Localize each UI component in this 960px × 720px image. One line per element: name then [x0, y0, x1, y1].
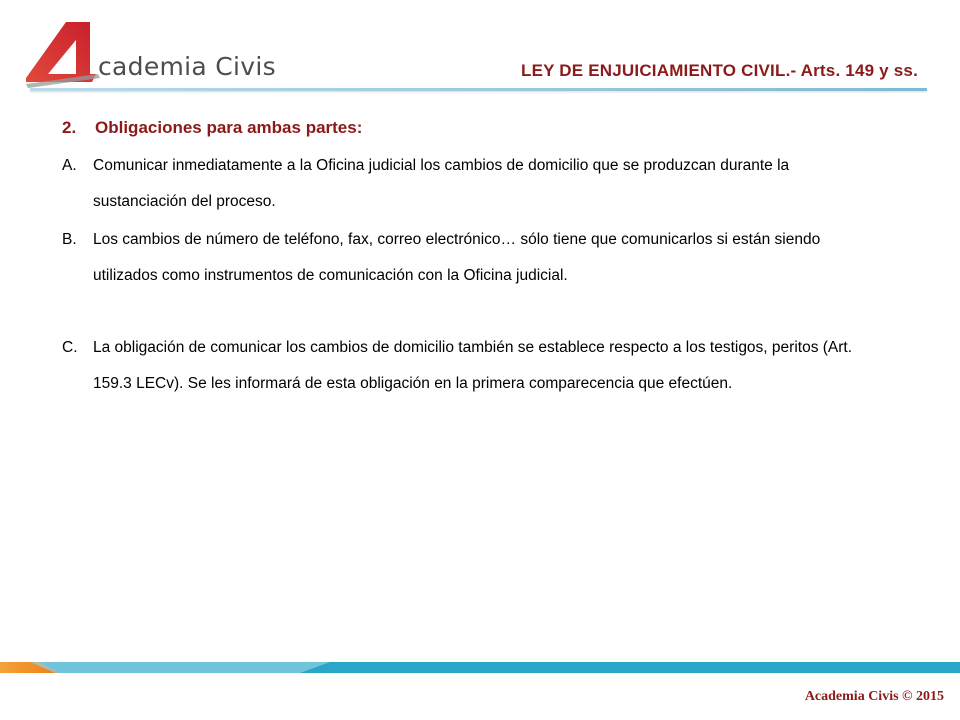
list-item	[62, 222, 882, 294]
logo-wordmark: cademia Civis	[98, 52, 276, 81]
list-item-text: Comunicar inmediatamente a la Oficina judicial los cambios de domicilio que se produzcan durante la sustanciación del proceso.	[93, 157, 790, 210]
section-number: 2.	[62, 118, 77, 137]
list-item	[62, 148, 882, 220]
list-item-text: Los cambios de número de teléfono, fax, correo electrónico… sólo tiene que comunicarlos si están siendo utilizados como instrumentos de comunicación con la Oficina judicial.	[93, 231, 821, 284]
title-divider	[30, 88, 927, 91]
slide-title: LEY DE ENJUICIAMIENTO CIVIL.- Arts. 149 y ss.	[521, 61, 918, 80]
footer-band	[0, 662, 960, 673]
list-item-marker: A.	[62, 157, 77, 174]
footer-copyright: Academia Civis © 2015	[804, 689, 944, 704]
list-item	[62, 330, 882, 402]
list-item-text: La obligación de comunicar los cambios de domicilio también se establece respecto a los testigos, peritos (Art. 159.3 LECv). Se les informará de esta obligación en la primera comparecencia que efectúen.	[93, 339, 853, 392]
section-heading	[62, 118, 362, 138]
list-item-marker: C.	[62, 339, 78, 356]
section-heading-text: Obligaciones para ambas partes:	[95, 118, 363, 137]
list-item-marker: B.	[62, 231, 77, 248]
